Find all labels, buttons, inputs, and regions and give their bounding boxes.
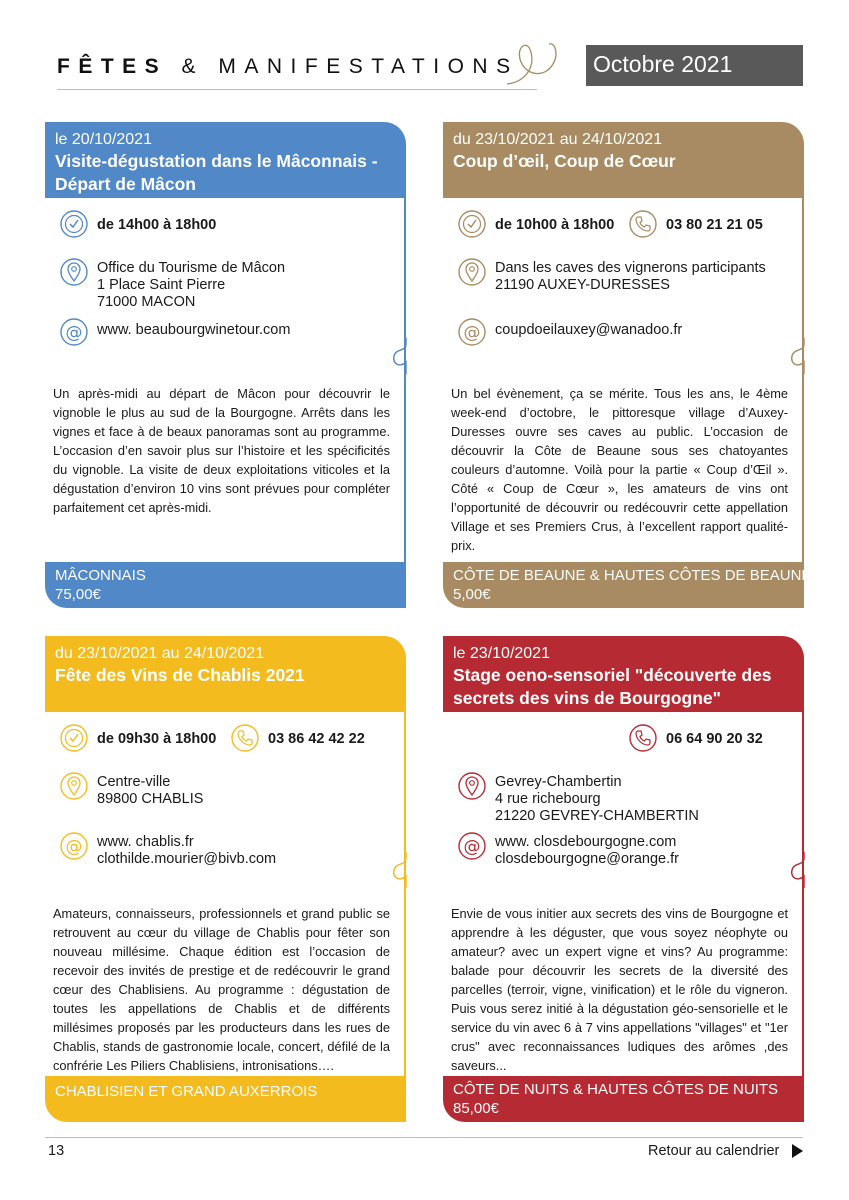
decorative-swirl-icon — [505, 38, 565, 88]
phone-icon — [628, 209, 658, 239]
event-date: le 23/10/2021 — [453, 645, 550, 662]
event-email[interactable]: clothilde.mourier@bivb.com — [97, 851, 277, 867]
price-label: 85,00€ — [453, 1100, 499, 1117]
at-sign-icon — [59, 317, 89, 347]
event-description: Envie de vous initier aux secrets des vins de Bourgogne et apprendre à les déguster, que vous soyez néophyte ou amateur? avec un expert vigne et vins? Au programme: balade pour découvrir les secrets de la diversité des parcelles (terroir, vigne, vinification) et le rôle du vigneron. Puis vous serez initié à la dégustation géo-sensorielle et le service du vin avec 6 à 7 vins appellations "villages" et "1er crus" avec reconnaissances ludiques des arômes ,des saveurs... — [451, 906, 788, 1073]
event-email[interactable]: coupdoeilauxey@wanadoo.fr — [495, 322, 683, 338]
event-contacts — [495, 834, 679, 868]
region-label: CHABLISIEN ET GRAND AUXERROIS — [55, 1083, 318, 1100]
card-border — [404, 712, 406, 1076]
svg-text:@: @ — [463, 837, 481, 857]
decorative-swirl-icon — [378, 338, 408, 374]
event-address: Gevrey-Chambertin 4 rue richebourg 21220 GEVREY-CHAMBERTIN — [495, 774, 699, 824]
svg-text:@: @ — [65, 837, 83, 857]
title-bold: FÊTES — [57, 55, 168, 78]
event-title: Coup d’œil, Coup de Cœur — [453, 151, 676, 171]
card-header — [443, 636, 804, 712]
card-footer — [443, 1076, 804, 1122]
card-header — [443, 122, 804, 198]
address-row — [457, 771, 699, 825]
event-hours: de 14h00 à 18h00 — [97, 217, 217, 233]
region-label: CÔTE DE NUITS & HAUTES CÔTES DE NUITS — [453, 1081, 779, 1098]
event-card-auxey — [443, 122, 812, 608]
phone-row — [628, 723, 763, 753]
clock-icon — [59, 723, 89, 753]
event-address: Centre-ville 89800 CHABLIS — [97, 774, 204, 807]
card-header — [45, 636, 406, 712]
svg-text:@: @ — [463, 323, 481, 343]
hours-row — [59, 209, 216, 239]
address-row — [59, 257, 285, 311]
event-description: Un bel évènement, ça se mérite. Tous les ans, le 4ème week-end d’octobre, le pittoresque village d’Auxey-Duresses ouvre ses caves au public. L’occasion de découvrir la Côte de Beaune sous ses chatoyantes couleurs d’automne. Voilà pour la partie « Coup d’Œil ». Côté « Coup de Cœur », les amateurs de vins ont l’opportunité de découvrir ou redécouvrir cette appellation Village et ses Premiers Crus, à l’excellent rapport qualité-prix. — [451, 386, 788, 553]
event-description: Un après-midi au départ de Mâcon pour découvrir le vignoble le plus au sud de la Bourgogne. Arrêts dans les vignes et face à de beaux panoramas sont au programme. L’occasion d’en savoir plus sur l’histoire et les spécificités du vignoble. La visite de deux exploitations viticoles et la dégustation d’environ 10 vins sont prévues pour compléter parfaitement cet après-midi. — [53, 386, 390, 515]
address-row — [457, 257, 766, 294]
hours-row — [59, 723, 216, 753]
title-rest: & MANIFESTATIONS — [181, 55, 519, 78]
location-pin-icon — [59, 771, 89, 801]
event-date: du 23/10/2021 au 24/10/2021 — [55, 645, 265, 662]
back-to-calendar-link[interactable] — [648, 1143, 803, 1159]
address-row — [59, 771, 203, 808]
event-hours: de 10h00 à 18h00 — [495, 217, 615, 233]
event-website[interactable]: www. closdebourgogne.com — [495, 834, 677, 850]
card-header — [45, 122, 406, 198]
card-footer — [45, 1076, 406, 1122]
header-rule — [57, 89, 537, 90]
footer-rule — [45, 1137, 803, 1138]
event-card-chablis — [45, 636, 406, 1122]
play-arrow-icon — [792, 1144, 803, 1158]
clock-icon — [457, 209, 487, 239]
event-phone[interactable]: 06 64 90 20 32 — [666, 731, 763, 747]
back-to-calendar-label: Retour au calendrier — [648, 1143, 780, 1159]
event-address: Office du Tourisme de Mâcon 1 Place Saint Pierre 71000 MACON — [97, 260, 286, 310]
price-label: 5,00€ — [453, 586, 491, 603]
location-pin-icon — [59, 257, 89, 287]
page-title — [57, 55, 519, 79]
page-number: 13 — [48, 1143, 65, 1159]
clock-icon — [59, 209, 89, 239]
web-row — [457, 831, 679, 868]
phone-icon — [230, 723, 260, 753]
event-date: du 23/10/2021 au 24/10/2021 — [453, 131, 663, 148]
event-contacts — [97, 834, 276, 868]
at-sign-icon — [457, 317, 487, 347]
at-sign-icon — [59, 831, 89, 861]
decorative-swirl-icon — [378, 852, 408, 888]
event-title: Fête des Vins de Chablis 2021 — [55, 665, 305, 685]
month-label: Octobre 2021 — [586, 45, 803, 86]
event-email[interactable]: closdebourgogne@orange.fr — [495, 851, 680, 867]
card-border — [404, 198, 406, 562]
card-border — [802, 712, 804, 1076]
web-row — [457, 317, 682, 347]
phone-row — [230, 723, 365, 753]
event-hours: de 09h30 à 18h00 — [97, 731, 217, 747]
decorative-swirl-icon — [776, 338, 806, 374]
phone-icon — [628, 723, 658, 753]
phone-row — [628, 209, 763, 239]
web-row — [59, 317, 290, 347]
price-label: 75,00€ — [55, 586, 101, 603]
decorative-swirl-icon — [776, 852, 806, 888]
event-description: Amateurs, connaisseurs, professionnels et grand public se retrouvent au cœur du village de Chablis pour fêter son nouveau millésime. Chaque édition est l’occasion de recevoir des invités de prestige et de redécouvrir le grand cœur des Chablisiens. Au programme : dégustation de toutes les appellations de Chablis et de différents millésimes proposés par les producteurs dans les rues de Chablis, stands de gastronomie locale, concert, défilé de la confrérie Les Piliers Chablisiens, intronisations…. — [53, 906, 390, 1073]
event-phone[interactable]: 03 80 21 21 05 — [666, 217, 763, 233]
svg-text:@: @ — [65, 323, 83, 343]
event-date: le 20/10/2021 — [55, 131, 152, 148]
event-title: Visite-dégustation dans le Mâconnais - Départ de Mâcon — [55, 151, 378, 194]
card-footer — [443, 562, 812, 608]
card-border — [802, 198, 804, 562]
card-footer — [45, 562, 406, 608]
event-website[interactable]: www. beaubourgwinetour.com — [97, 322, 291, 338]
web-row — [59, 831, 276, 868]
region-label: MÂCONNAIS — [55, 567, 146, 584]
hours-row — [457, 209, 614, 239]
location-pin-icon — [457, 257, 487, 287]
region-label: CÔTE DE BEAUNE & HAUTES CÔTES DE BEAUNE — [453, 567, 812, 584]
event-card-maconnais — [45, 122, 406, 608]
event-address: Dans les caves des vignerons participants 21190 AUXEY-DURESSES — [495, 260, 766, 293]
event-phone[interactable]: 03 86 42 42 22 — [268, 731, 365, 747]
event-card-gevrey — [443, 636, 804, 1122]
event-title: Stage oeno-sensoriel "découverte des secrets des vins de Bourgogne" — [453, 665, 772, 708]
location-pin-icon — [457, 771, 487, 801]
event-website[interactable]: www. chablis.fr — [97, 834, 194, 850]
at-sign-icon — [457, 831, 487, 861]
